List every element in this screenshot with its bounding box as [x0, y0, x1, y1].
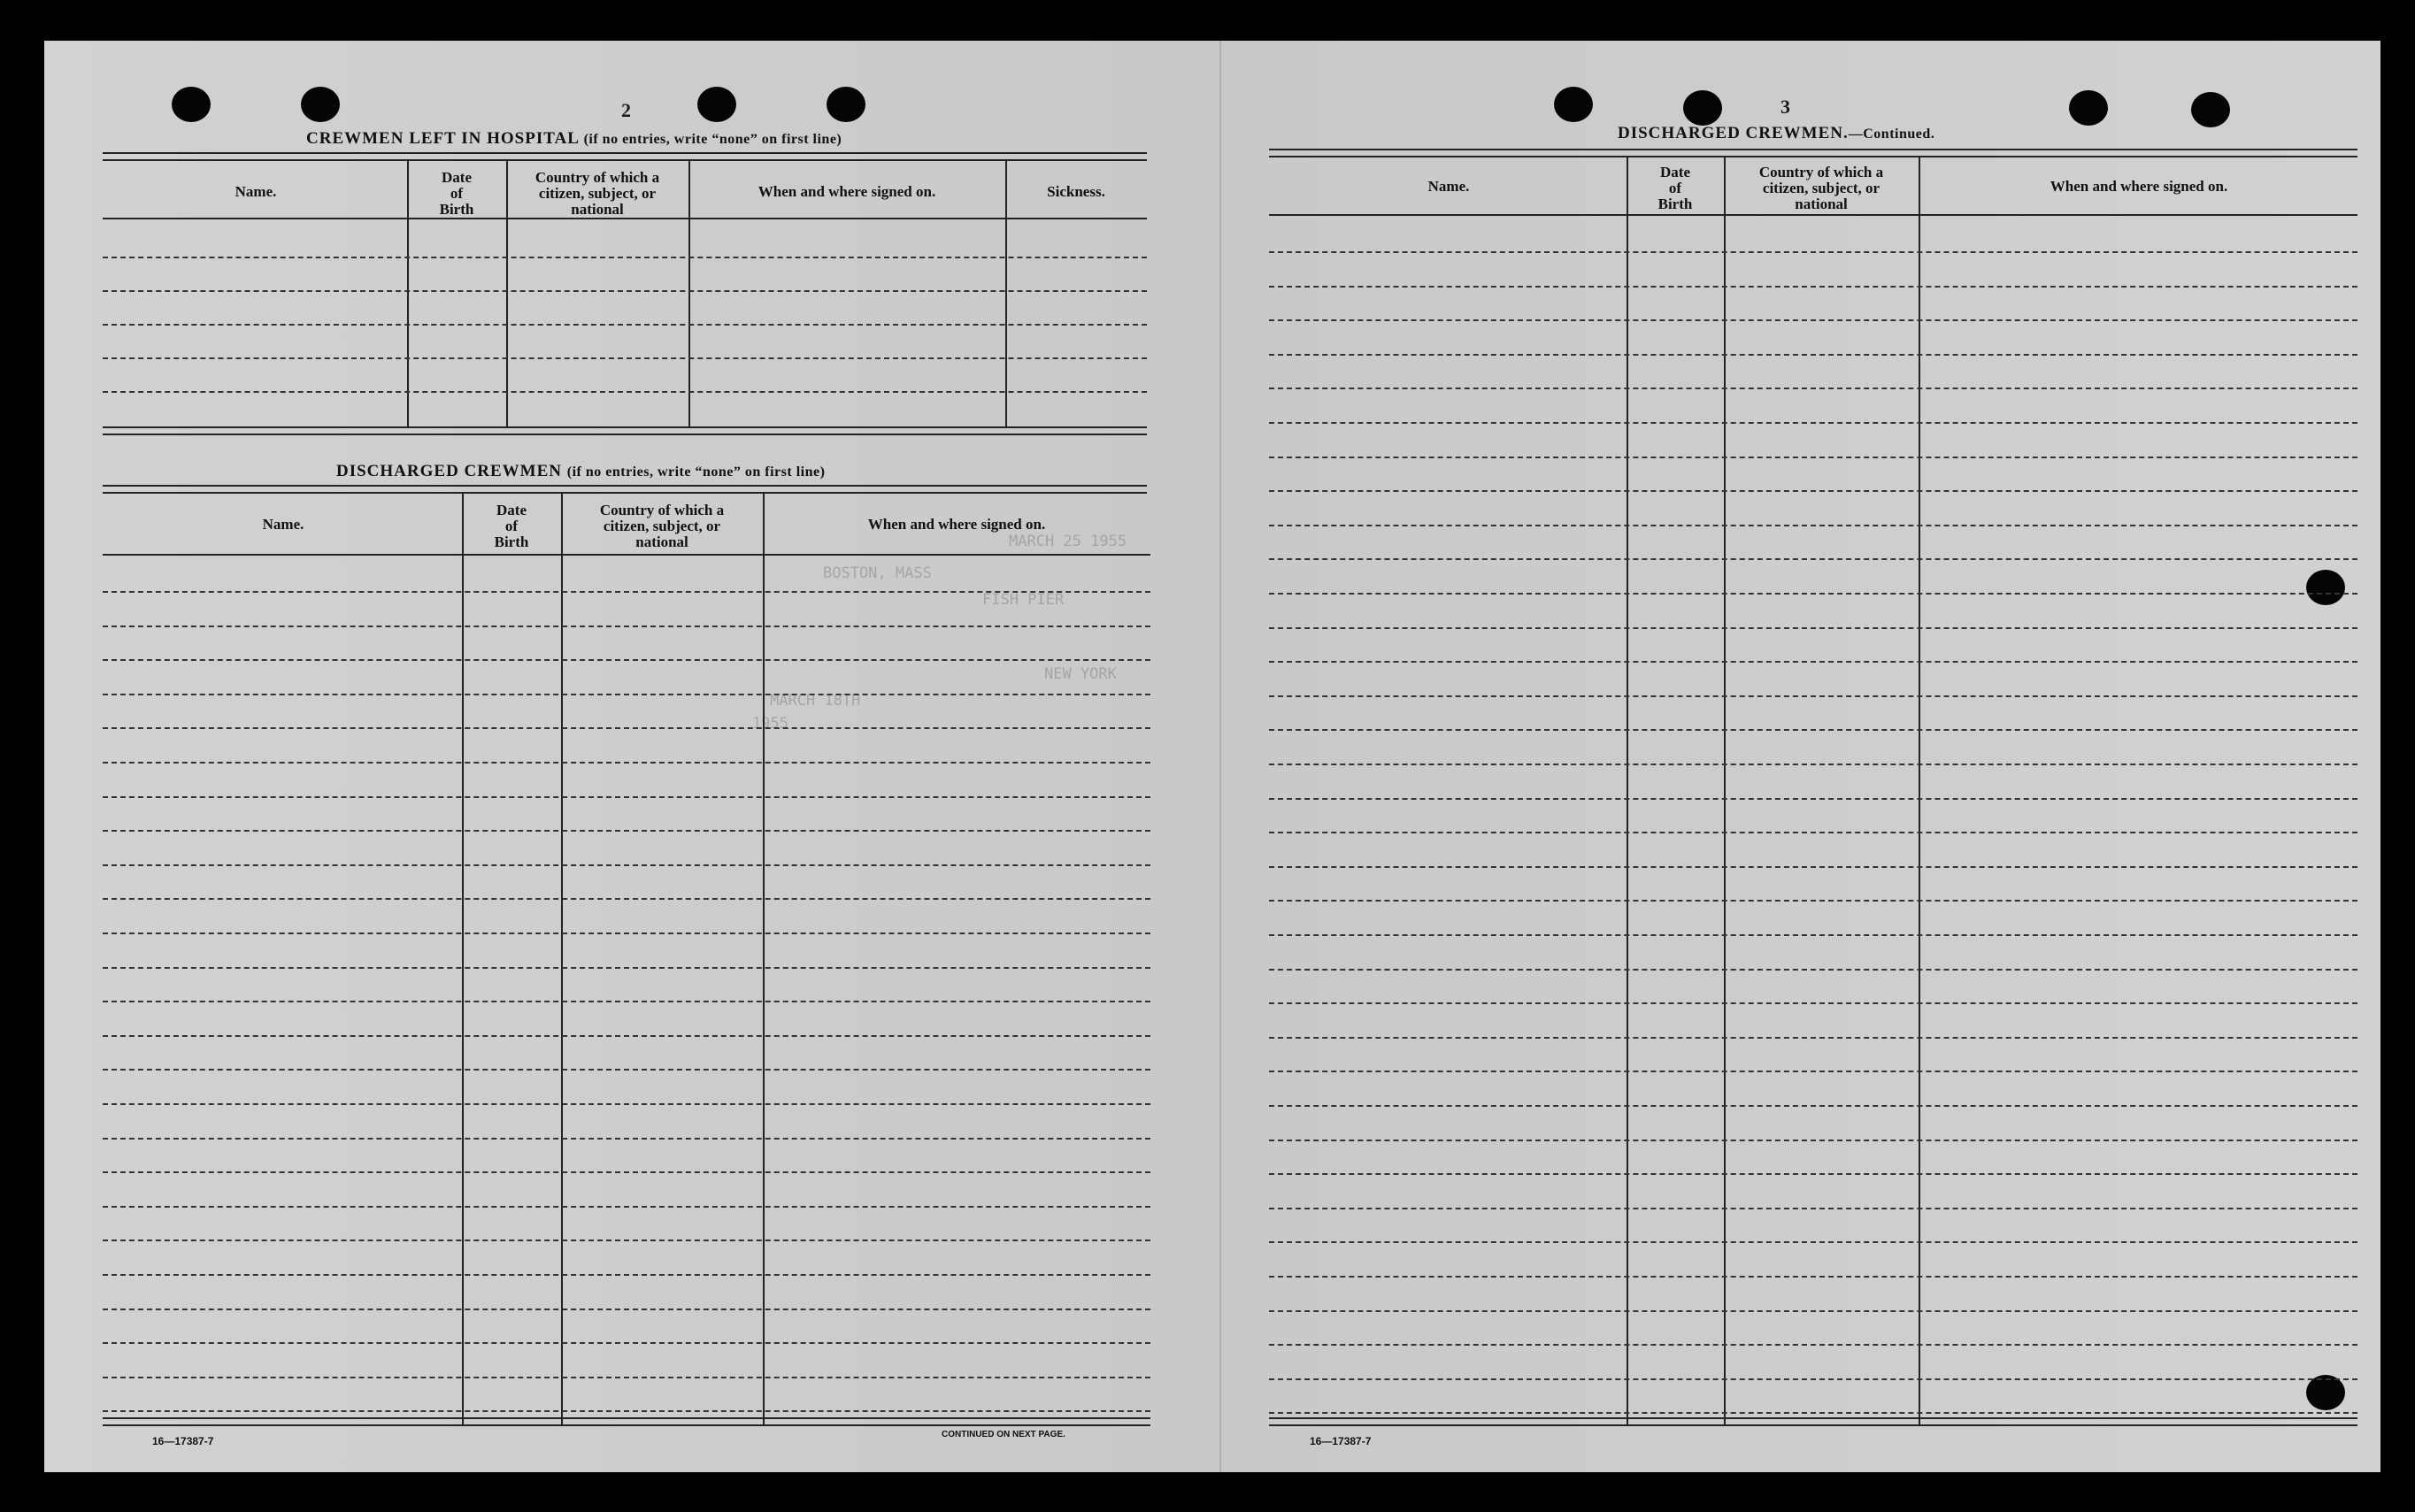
right-header-rule [1269, 214, 2357, 216]
table-row [103, 290, 1147, 292]
bleed-through-text: BOSTON, MASS [823, 564, 932, 582]
table-row [103, 762, 1150, 764]
table-row [1269, 1173, 2357, 1175]
discharged-title-text: DISCHARGED CREWMEN [336, 462, 562, 480]
table-row [103, 727, 1150, 729]
punch-hole [301, 87, 340, 122]
table-row [1269, 900, 2357, 902]
table-row [103, 1206, 1150, 1208]
table-row [1269, 627, 2357, 629]
right-top-rule [1269, 149, 2357, 157]
table-row [103, 1035, 1150, 1037]
paper-sheet [44, 41, 2380, 1472]
table-row [1269, 388, 2357, 389]
punch-hole [1683, 90, 1722, 126]
table-row [103, 694, 1150, 695]
discharged-top-rule [103, 485, 1147, 494]
table-row [1269, 1208, 2357, 1209]
table-row [1269, 1105, 2357, 1107]
table-row [1269, 764, 2357, 765]
table-row [1269, 934, 2357, 936]
table-row [1269, 354, 2357, 356]
discharged-continued-title [1618, 124, 1934, 143]
table-row [1269, 593, 2357, 595]
table-row [1269, 1378, 2357, 1380]
table-row [103, 1274, 1150, 1276]
punch-hole [2191, 92, 2230, 127]
table-row [1269, 1276, 2357, 1278]
discharged-col-divider [462, 494, 464, 1426]
right-col-country: Country of which a citizen, subject, or national [1758, 164, 1884, 212]
table-row [1269, 1344, 2357, 1346]
table-row [103, 796, 1150, 798]
table-row [1269, 798, 2357, 800]
hospital-col-name: Name. [235, 183, 277, 200]
table-row [103, 1171, 1150, 1173]
bleed-through-text: MARCH 18TH [770, 692, 861, 710]
bleed-through-text: FISH PIER [982, 591, 1065, 609]
form-number-left: 16—17387-7 [152, 1435, 214, 1447]
table-row [1269, 1310, 2357, 1312]
hospital-title-text: CREWMEN LEFT IN HOSPITAL [306, 129, 579, 148]
table-row [1269, 661, 2357, 663]
table-row [103, 898, 1150, 900]
discharged-col-signed-on: When and where signed on. [867, 516, 1046, 533]
table-row [1269, 866, 2357, 868]
right-col-name: Name. [1427, 178, 1470, 195]
table-row [1269, 695, 2357, 697]
table-row [1269, 558, 2357, 560]
table-row [103, 1410, 1150, 1412]
punch-hole [2306, 1375, 2345, 1410]
table-row [103, 1138, 1150, 1140]
table-row [103, 659, 1150, 661]
discharged-col-name: Name. [262, 516, 304, 533]
bleed-through-text: 1955 [752, 715, 788, 733]
table-row [1269, 457, 2357, 458]
page-number-right: 3 [1780, 96, 1790, 118]
punch-hole [697, 87, 736, 122]
table-row [1269, 319, 2357, 321]
table-row [103, 257, 1147, 258]
punch-hole [827, 87, 865, 122]
discharged-col-dob: Date of Birth [494, 502, 529, 550]
right-col-divider [1919, 157, 1920, 1426]
table-row [1269, 251, 2357, 253]
hospital-col-dob: Date of Birth [439, 169, 474, 218]
discharged-col-divider [561, 494, 563, 1426]
form-number-right: 16—17387-7 [1310, 1435, 1372, 1447]
table-row [103, 1377, 1150, 1378]
table-row [103, 864, 1150, 866]
table-row [1269, 1241, 2357, 1243]
table-row [103, 626, 1150, 627]
right-col-signed-on: When and where signed on. [2050, 178, 2228, 195]
hospital-col-sickness: Sickness. [1047, 183, 1105, 200]
discharged-section-title [336, 462, 825, 481]
table-row [103, 1103, 1150, 1105]
hospital-header-rule [103, 218, 1147, 219]
table-row [103, 357, 1147, 359]
discharged-col-divider [763, 494, 765, 1426]
table-row [103, 933, 1150, 934]
table-row [103, 1342, 1150, 1344]
continued-note: CONTINUED ON NEXT PAGE. [942, 1430, 1065, 1439]
table-row [1269, 1037, 2357, 1039]
hospital-col-signed-on: When and where signed on. [758, 183, 936, 200]
punch-hole [2069, 90, 2108, 126]
hospital-bottom-rule [103, 426, 1147, 435]
page-number-left: 2 [621, 99, 631, 121]
table-row [1269, 490, 2357, 492]
discharged-header-rule [103, 554, 1150, 556]
punch-hole [2306, 570, 2345, 605]
right-col-divider [1724, 157, 1726, 1426]
hospital-title-note: (if no entries, write “none” on first line) [583, 132, 842, 147]
discharged-continued-title-text: DISCHARGED CREWMEN. [1618, 124, 1849, 142]
table-row [103, 1001, 1150, 1002]
table-row [103, 830, 1150, 832]
right-bottom-rule [1269, 1417, 2357, 1426]
discharged-bottom-rule [103, 1417, 1150, 1426]
table-row [103, 1240, 1150, 1241]
table-row [103, 324, 1147, 326]
hospital-top-rule [103, 152, 1147, 161]
right-col-dob: Date of Birth [1657, 164, 1693, 212]
table-row [1269, 422, 2357, 424]
hospital-col-country: Country of which a citizen, subject, or national [535, 169, 660, 218]
table-row [1269, 525, 2357, 526]
table-row [1269, 1002, 2357, 1004]
discharged-continued-suffix: —Continued. [1848, 127, 1935, 142]
table-row [103, 391, 1147, 393]
bleed-through-text: MARCH 25 1955 [1009, 533, 1127, 550]
table-row [1269, 1412, 2357, 1414]
table-row [103, 591, 1150, 593]
table-row [1269, 832, 2357, 833]
punch-hole [172, 87, 211, 122]
table-row [1269, 729, 2357, 731]
table-row [103, 1069, 1150, 1071]
center-fold [1219, 41, 1221, 1472]
table-row [1269, 1071, 2357, 1072]
discharged-title-note: (if no entries, write “none” on first line) [566, 464, 826, 480]
table-row [1269, 969, 2357, 971]
punch-hole [1554, 87, 1593, 122]
hospital-section-title [306, 129, 842, 149]
table-row [103, 967, 1150, 969]
right-col-divider [1627, 157, 1628, 1426]
table-row [1269, 1140, 2357, 1141]
bleed-through-text: NEW YORK [1044, 665, 1117, 683]
table-row [1269, 286, 2357, 288]
table-row [103, 1309, 1150, 1310]
discharged-col-country: Country of which a citizen, subject, or national [599, 502, 725, 550]
